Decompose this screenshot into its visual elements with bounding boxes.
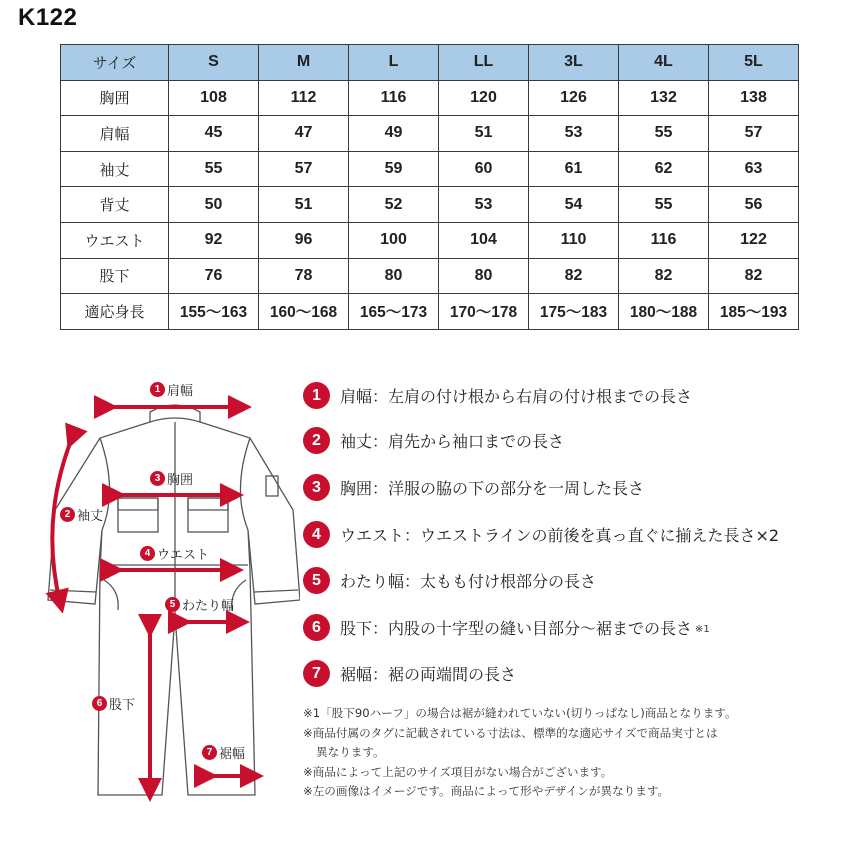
legend-item — [303, 474, 644, 501]
table-cell: 126 — [529, 80, 619, 116]
legend-item — [303, 427, 564, 454]
legend-text: わたり幅：太もも付け根部分の長さ — [340, 572, 597, 591]
header-size-label: サイズ — [61, 45, 169, 81]
legend-text: 胸囲：洋服の脇の下の部分を一周した長さ — [340, 479, 645, 498]
table-cell: 122 — [709, 222, 799, 258]
row-label: 肩幅 — [61, 116, 169, 152]
row-label: 股下 — [61, 258, 169, 294]
table-cell: 165〜173 — [349, 294, 439, 330]
table-cell: 57 — [259, 151, 349, 187]
table-cell: 47 — [259, 116, 349, 152]
legend-number-badge: 2 — [303, 427, 330, 454]
table-row — [61, 151, 799, 187]
table-cell: 62 — [619, 151, 709, 187]
size-chart-table — [60, 44, 799, 330]
legend-number-badge: 3 — [303, 474, 330, 501]
legend-item — [303, 660, 516, 687]
row-label: 胸囲 — [61, 80, 169, 116]
legend-item — [303, 567, 596, 594]
legend-text: 股下：内股の十字型の縫い目部分〜裾までの長さ — [340, 619, 693, 638]
legend-number-badge: 6 — [303, 614, 330, 641]
table-cell: 53 — [439, 187, 529, 223]
table-cell: 51 — [439, 116, 529, 152]
table-cell: 82 — [709, 258, 799, 294]
table-cell: 108 — [169, 80, 259, 116]
table-header-row — [61, 45, 799, 81]
coverall-diagram — [0, 370, 300, 810]
diagram-label-thigh: 5 わたり幅 — [165, 595, 234, 614]
table-row — [61, 258, 799, 294]
table-cell: 110 — [529, 222, 619, 258]
table-cell: 92 — [169, 222, 259, 258]
table-row — [61, 116, 799, 152]
legend-text: 袖丈：肩先から袖口までの長さ — [340, 432, 565, 451]
table-cell: 50 — [169, 187, 259, 223]
header-size: LL — [439, 45, 529, 81]
table-cell: 82 — [529, 258, 619, 294]
legend-item — [303, 521, 779, 548]
header-size: 5L — [709, 45, 799, 81]
legend-number-badge: 1 — [303, 382, 330, 409]
footnotes — [303, 704, 737, 802]
table-cell: 57 — [709, 116, 799, 152]
legend-text: 裾幅：裾の両端間の長さ — [340, 665, 517, 684]
legend-number-badge: 7 — [303, 660, 330, 687]
table-cell: 54 — [529, 187, 619, 223]
table-cell: 116 — [619, 222, 709, 258]
table-cell: 120 — [439, 80, 529, 116]
row-label: 適応身長 — [61, 294, 169, 330]
table-cell: 170〜178 — [439, 294, 529, 330]
diagram-label-chest: 3 胸囲 — [150, 469, 193, 488]
row-label: 袖丈 — [61, 151, 169, 187]
footnote: ※商品によって上記のサイズ項目がない場合がございます。 — [303, 764, 613, 779]
footnote-continuation: 異なります。 — [316, 745, 385, 759]
table-row — [61, 80, 799, 116]
table-cell: 100 — [349, 222, 439, 258]
header-size: M — [259, 45, 349, 81]
table-cell: 112 — [259, 80, 349, 116]
table-cell: 185〜193 — [709, 294, 799, 330]
table-row — [61, 222, 799, 258]
table-cell: 82 — [619, 258, 709, 294]
table-cell: 180〜188 — [619, 294, 709, 330]
table-cell: 104 — [439, 222, 529, 258]
legend-text: ウエスト：ウエストラインの前後を真っ直ぐに揃えた長さ×2 — [340, 526, 780, 545]
table-cell: 45 — [169, 116, 259, 152]
legend-number-badge: 4 — [303, 521, 330, 548]
row-label: 背丈 — [61, 187, 169, 223]
table-cell: 49 — [349, 116, 439, 152]
table-cell: 55 — [619, 116, 709, 152]
table-cell: 55 — [169, 151, 259, 187]
coverall-illustration — [0, 370, 300, 810]
footnote: ※1「股下90ハーフ」の場合は裾が縫われていない(切りっぱなし)商品となります。 — [303, 706, 737, 720]
table-cell: 59 — [349, 151, 439, 187]
table-cell: 155〜163 — [169, 294, 259, 330]
table-cell: 56 — [709, 187, 799, 223]
header-size: 4L — [619, 45, 709, 81]
header-size: L — [349, 45, 439, 81]
legend-number-badge: 5 — [303, 567, 330, 594]
table-cell: 61 — [529, 151, 619, 187]
diagram-label-inseam: 6 股下 — [92, 694, 135, 713]
header-size: S — [169, 45, 259, 81]
table-row — [61, 294, 799, 330]
table-cell: 55 — [619, 187, 709, 223]
table-cell: 175〜183 — [529, 294, 619, 330]
table-cell: 96 — [259, 222, 349, 258]
diagram-label-waist: 4 ウエスト — [140, 544, 209, 563]
table-cell: 76 — [169, 258, 259, 294]
table-cell: 53 — [529, 116, 619, 152]
product-code: K122 — [18, 4, 78, 31]
legend-text: 肩幅：左肩の付け根から右肩の付け根までの長さ — [340, 387, 693, 406]
table-cell: 78 — [259, 258, 349, 294]
header-size: 3L — [529, 45, 619, 81]
table-cell: 160〜168 — [259, 294, 349, 330]
table-row — [61, 187, 799, 223]
row-label: ウエスト — [61, 222, 169, 258]
table-cell: 51 — [259, 187, 349, 223]
table-cell: 116 — [349, 80, 439, 116]
table-cell: 132 — [619, 80, 709, 116]
table-cell: 52 — [349, 187, 439, 223]
diagram-label-shoulder: 1 肩幅 — [150, 380, 193, 399]
table-cell: 138 — [709, 80, 799, 116]
footnote: ※商品付属のタグに記載されている寸法は、標準的な適応サイズで商品実寸とは — [303, 725, 718, 740]
table-cell: 80 — [439, 258, 529, 294]
diagram-label-hem: 7 裾幅 — [202, 743, 245, 762]
legend-footnote-ref: ※1 — [695, 624, 710, 635]
footnote: ※左の画像はイメージです。商品によって形やデザインが異なります。 — [303, 784, 670, 798]
table-cell: 80 — [349, 258, 439, 294]
legend-item — [303, 614, 710, 641]
diagram-label-sleeve: 2 袖丈 — [60, 505, 103, 524]
table-cell: 60 — [439, 151, 529, 187]
legend-item — [303, 382, 692, 409]
table-cell: 63 — [709, 151, 799, 187]
